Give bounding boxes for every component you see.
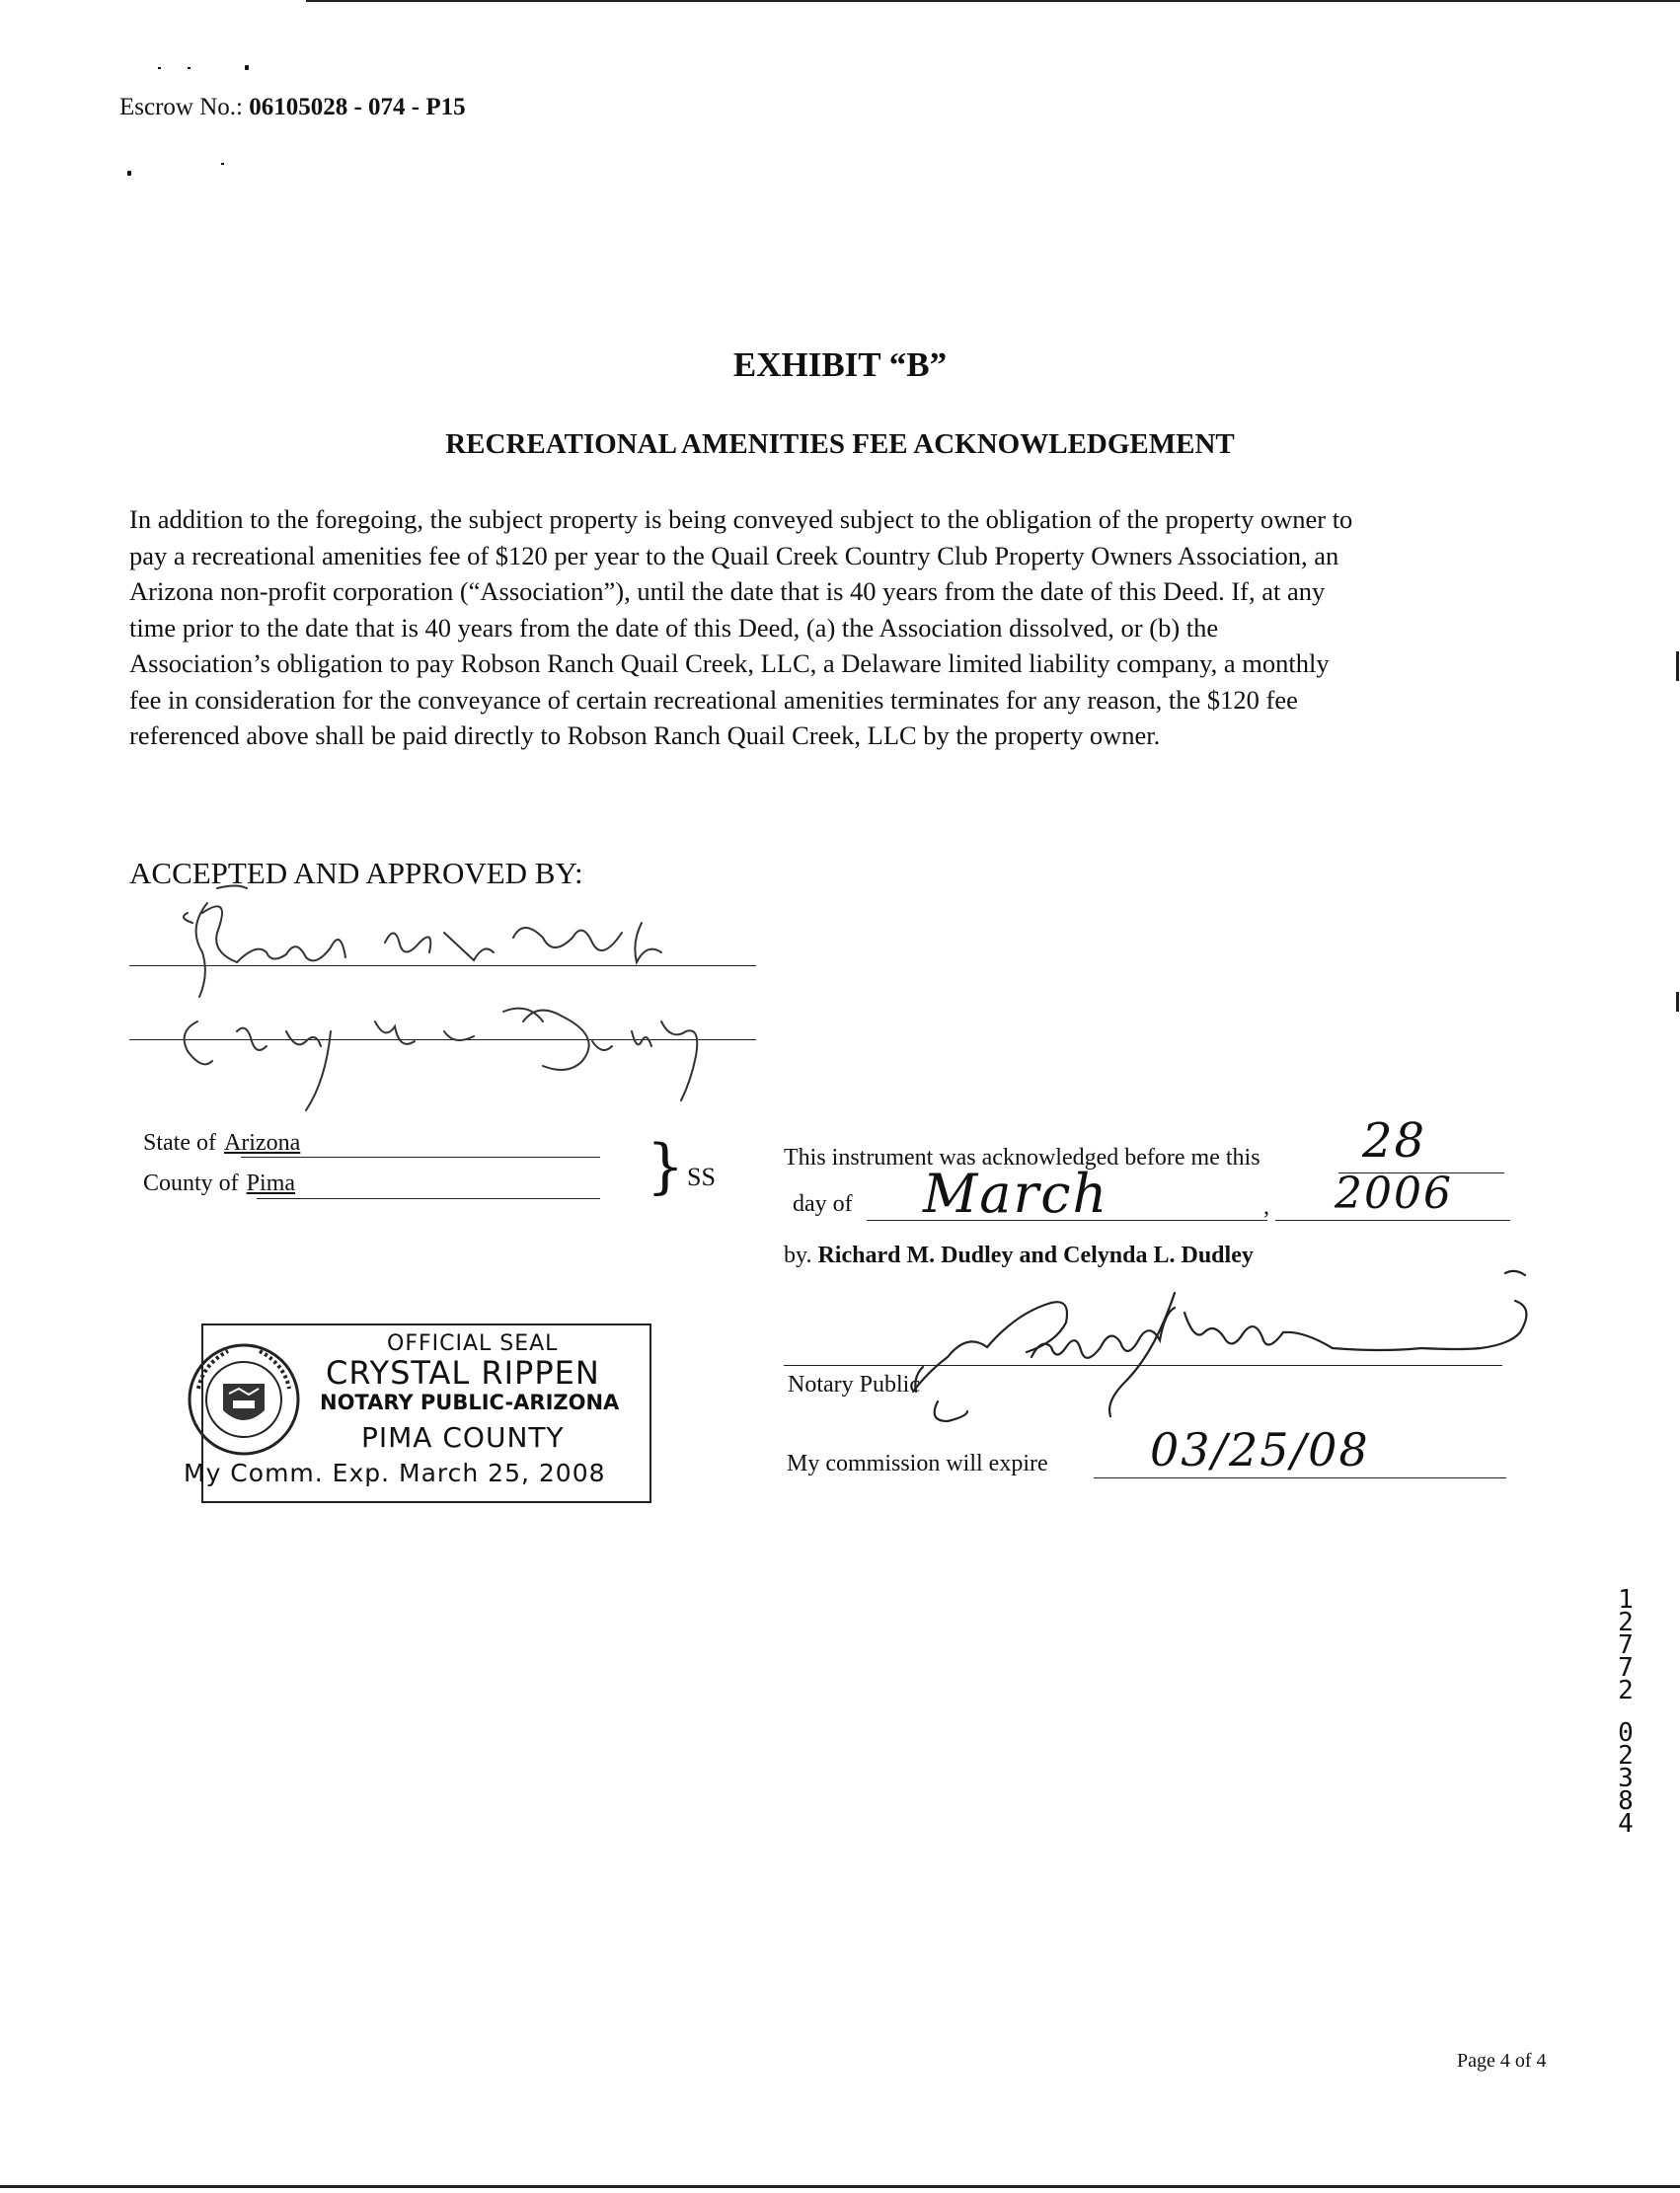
paragraph-line: Association’s obligation to pay Robson Ranch Quail Creek, LLC, a Delaware limited liability company, a monthly: [129, 648, 1330, 678]
seal-line-1: OFFICIAL SEAL: [387, 1331, 559, 1356]
county-label: County of: [143, 1171, 239, 1196]
bottom-border-line: [0, 2185, 1680, 2188]
edge-mark: [1676, 651, 1679, 681]
edge-mark: [1676, 992, 1679, 1012]
accepted-label: ACCEPTED AND APPROVED BY:: [129, 856, 583, 890]
state-label: State of: [143, 1130, 216, 1156]
scan-speck: [221, 163, 224, 165]
paragraph-line: time prior to the date that is 40 years from the date of this Deed, (a) the Association dissolved, or (b) the: [129, 612, 1219, 643]
day-value: 28: [1362, 1113, 1427, 1169]
commission-label: My commission will expire: [787, 1451, 1048, 1476]
buyer-signatures: [148, 883, 790, 1120]
escrow-value: 06105028 - 074 - P15: [249, 94, 466, 120]
scan-speck: [188, 67, 191, 69]
paragraph-line: referenced above shall be paid directly to Robson Ranch Quail Creek, LLC by the property owner.: [129, 720, 1161, 750]
recording-digit: 1: [1618, 1585, 1634, 1615]
recording-digit: 2: [1618, 1741, 1634, 1771]
page-title: EXHIBIT “B”: [732, 345, 948, 384]
commission-value: 03/25/08: [1150, 1423, 1370, 1476]
seal-line-3: NOTARY PUBLIC-ARIZONA: [320, 1391, 620, 1414]
state-value: Arizona: [223, 1130, 301, 1156]
commission-underline: [1094, 1477, 1506, 1478]
paragraph-line: pay a recreational amenities fee of $120 per year to the Quail Creek Country Club Property Owners Association, an: [129, 540, 1339, 570]
recording-digit: 0: [1618, 1718, 1634, 1748]
county-field: [143, 1171, 295, 1197]
state-seal-emblem: [184, 1339, 304, 1460]
day-of-label: day of: [793, 1191, 853, 1217]
seal-line-4: PIMA COUNTY: [361, 1421, 565, 1454]
scan-speck: [127, 171, 131, 176]
county-value: Pima: [246, 1171, 296, 1196]
escrow-number: [119, 94, 466, 121]
state-field: [143, 1130, 300, 1157]
notary-signature: [869, 1253, 1560, 1431]
recording-digit: 7: [1618, 1630, 1634, 1660]
signature-celynda: [185, 1009, 698, 1110]
year-value: 2006: [1335, 1169, 1453, 1219]
county-underline: [257, 1198, 600, 1199]
paragraph-line: Arizona non-profit corporation (“Association”), until the date that is 40 years from the date of this Deed. If, at any: [129, 576, 1326, 606]
page-subtitle: RECREATIONAL AMENITIES FEE ACKNOWLEDGEMENT: [445, 428, 1235, 460]
top-border-line: [306, 0, 1680, 2]
paragraph-line: In addition to the foregoing, the subject property is being conveyed subject to the obligation of the property owner to: [129, 504, 1353, 534]
seal-line-2: CRYSTAL RIPPEN: [326, 1354, 600, 1392]
ack-text: This instrument was acknowledged before me this: [784, 1145, 1260, 1171]
comma: ,: [1263, 1194, 1269, 1220]
escrow-label: Escrow No.:: [119, 94, 243, 120]
year-underline: [1275, 1220, 1510, 1221]
ss-label: SS: [687, 1163, 716, 1191]
by-label: by.: [784, 1243, 812, 1268]
recording-digit: 8: [1618, 1786, 1634, 1816]
month-value: March: [923, 1163, 1109, 1225]
scan-speck: [245, 65, 249, 70]
recording-digit: 2: [1618, 1676, 1634, 1705]
recording-digit: 4: [1618, 1809, 1634, 1839]
by-names: Richard M. Dudley and Celynda L. Dudley: [817, 1243, 1254, 1268]
paragraph-line: fee in consideration for the conveyance of certain recreational amenities terminates for any reason, the $120 fee: [129, 684, 1298, 715]
recording-number: [1611, 1585, 1641, 1839]
scan-speck: [158, 67, 161, 69]
notary-public-label: Notary Public: [788, 1372, 920, 1398]
body-paragraph: [129, 501, 1559, 754]
venue-brace: }: [647, 1132, 685, 1201]
seal-line-5: My Comm. Exp. March 25, 2008: [184, 1459, 606, 1487]
state-underline: [241, 1157, 600, 1158]
recording-digit: 3: [1618, 1764, 1634, 1793]
page-number: Page 4 of 4: [1457, 2050, 1547, 2072]
recording-digit: 7: [1618, 1653, 1634, 1683]
recording-digit: 2: [1618, 1608, 1634, 1637]
signature-richard: [184, 886, 661, 998]
